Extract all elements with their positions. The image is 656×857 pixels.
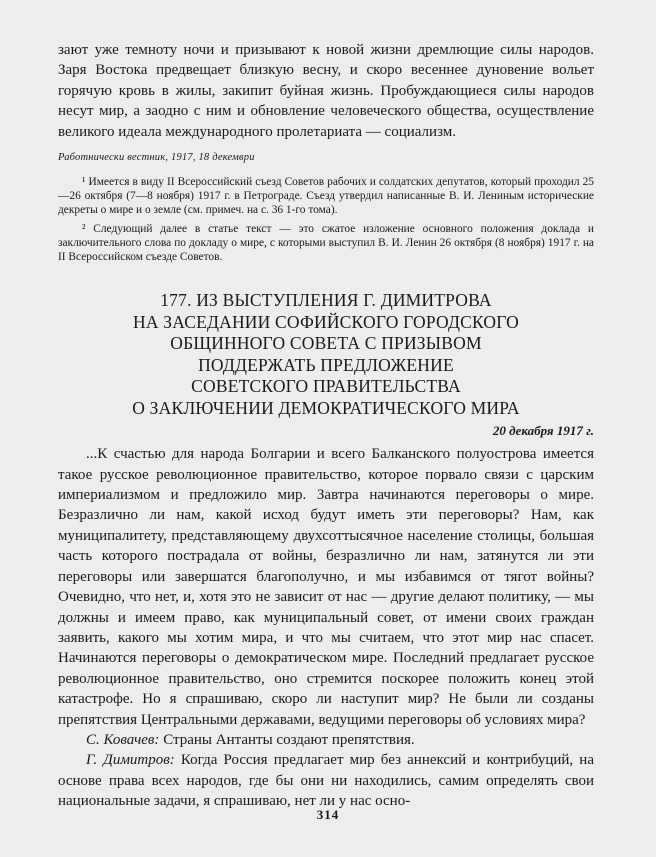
heading-line: ОБЩИННОГО СОВЕТА С ПРИЗЫВОМ: [170, 333, 482, 354]
speech-text: [58, 444, 594, 811]
document-heading: [58, 290, 594, 419]
heading-line: НА ЗАСЕДАНИИ СОФИЙСКОГО ГОРОДСКОГО: [133, 311, 519, 332]
heading-line: СОВЕТСКОГО ПРАВИТЕЛЬСТВА: [191, 376, 461, 397]
speaker-text: Страны Антанты создают препятствия.: [159, 731, 415, 748]
intro-paragraph-text: зают уже темноту ночи и призывают к новой жизни дремлющие силы народов. Заря Востока предвещает близкую весну, и скоро весеннее дуновение вольет горячую кровь в жилы, закипит буйная жизнь. Пробуждающиеся силы народов несут мир, а заодно с ним и обновление человеческого общества, осуществление великого идеала международного пролетариата — социализм.: [58, 42, 594, 140]
heading-line: 177. ИЗ ВЫСТУПЛЕНИЯ Г. ДИМИТРОВА: [160, 290, 492, 311]
intro-paragraph: [58, 40, 594, 142]
footnote-1: ¹ Имеется в виду II Всероссийский съезд Советов рабочих и солдатских депутатов, который проходил 25—26 октября (7—8 ноября) 1917 г. в Петрограде. Съезд утвердил написанные В. И. Лениным исторические декреты о мире и о земле (см. примеч. на с. 36 1-го тома).: [58, 176, 594, 217]
speaker-name: Г. Димитров:: [86, 752, 175, 769]
speaker-name: С. Ковачев:: [86, 731, 160, 748]
source-citation: Работнически вестник, 1917, 18 декември: [58, 152, 255, 164]
main-paragraph: ...К счастью для народа Болгарии и всего Балканского полуострова имеется такое русское революционное правительство, которое порвало связи с царским империализмом и предложило мир. Завтра начинаются переговоры о мире. Безразлично ли нам, какой исход будут иметь эти переговоры? Нам, как муниципалитету, представляющему двухсоттысячное население столицы, большая часть которого пострадала от войны, безразлично ли нам, затянутся ли эти переговоры или завершатся благополучно, и мы избавимся от тягот войны? Очевидно, что нет, и, хотя это не зависит от нас — другие делают политику, — мы должны и имеем право, как муниципальный совет, от имени своих граждан заявить, какого мы хотим мира, и что мы считаем, что этот мир нас спасет. Начинаются переговоры о демократическом мире. Последний предлагает русское революционное правительство, оно стремится поскорее положить конец этой катастрофе. Но я спрашиваю, скоро ли наступит мир? Не были ли созданы препятствия Центральными державами, ведущими переговоры об условиях мира?: [58, 446, 594, 728]
exchange-1: [58, 730, 594, 750]
speaker-text: Когда Россия предлагает мир без аннексий и контрибуций, на основе права всех народов, где бы они ни находились, самим определять свои национальные задачи, я спрашиваю, нет ли у нас осно-: [58, 752, 594, 810]
footnotes: [58, 175, 594, 264]
heading-line: О ЗАКЛЮЧЕНИИ ДЕМОКРАТИЧЕСКОГО МИРА: [132, 397, 520, 418]
footnote-2: ² Следующий далее в статье текст — это сжатое изложение основного положения доклада и заключительного слова по докладу о мире, с которыми выступил В. И. Ленин 26 октября (8 ноября) 1917 г. на II Всероссийском съезде Советов.: [58, 222, 594, 264]
heading-line: ПОДДЕРЖАТЬ ПРЕДЛОЖЕНИЕ: [198, 354, 454, 375]
document-date: 20 декабря 1917 г.: [492, 423, 594, 439]
exchange-2: [58, 750, 594, 811]
page-content: [58, 40, 594, 812]
page-number: 314: [316, 807, 340, 822]
